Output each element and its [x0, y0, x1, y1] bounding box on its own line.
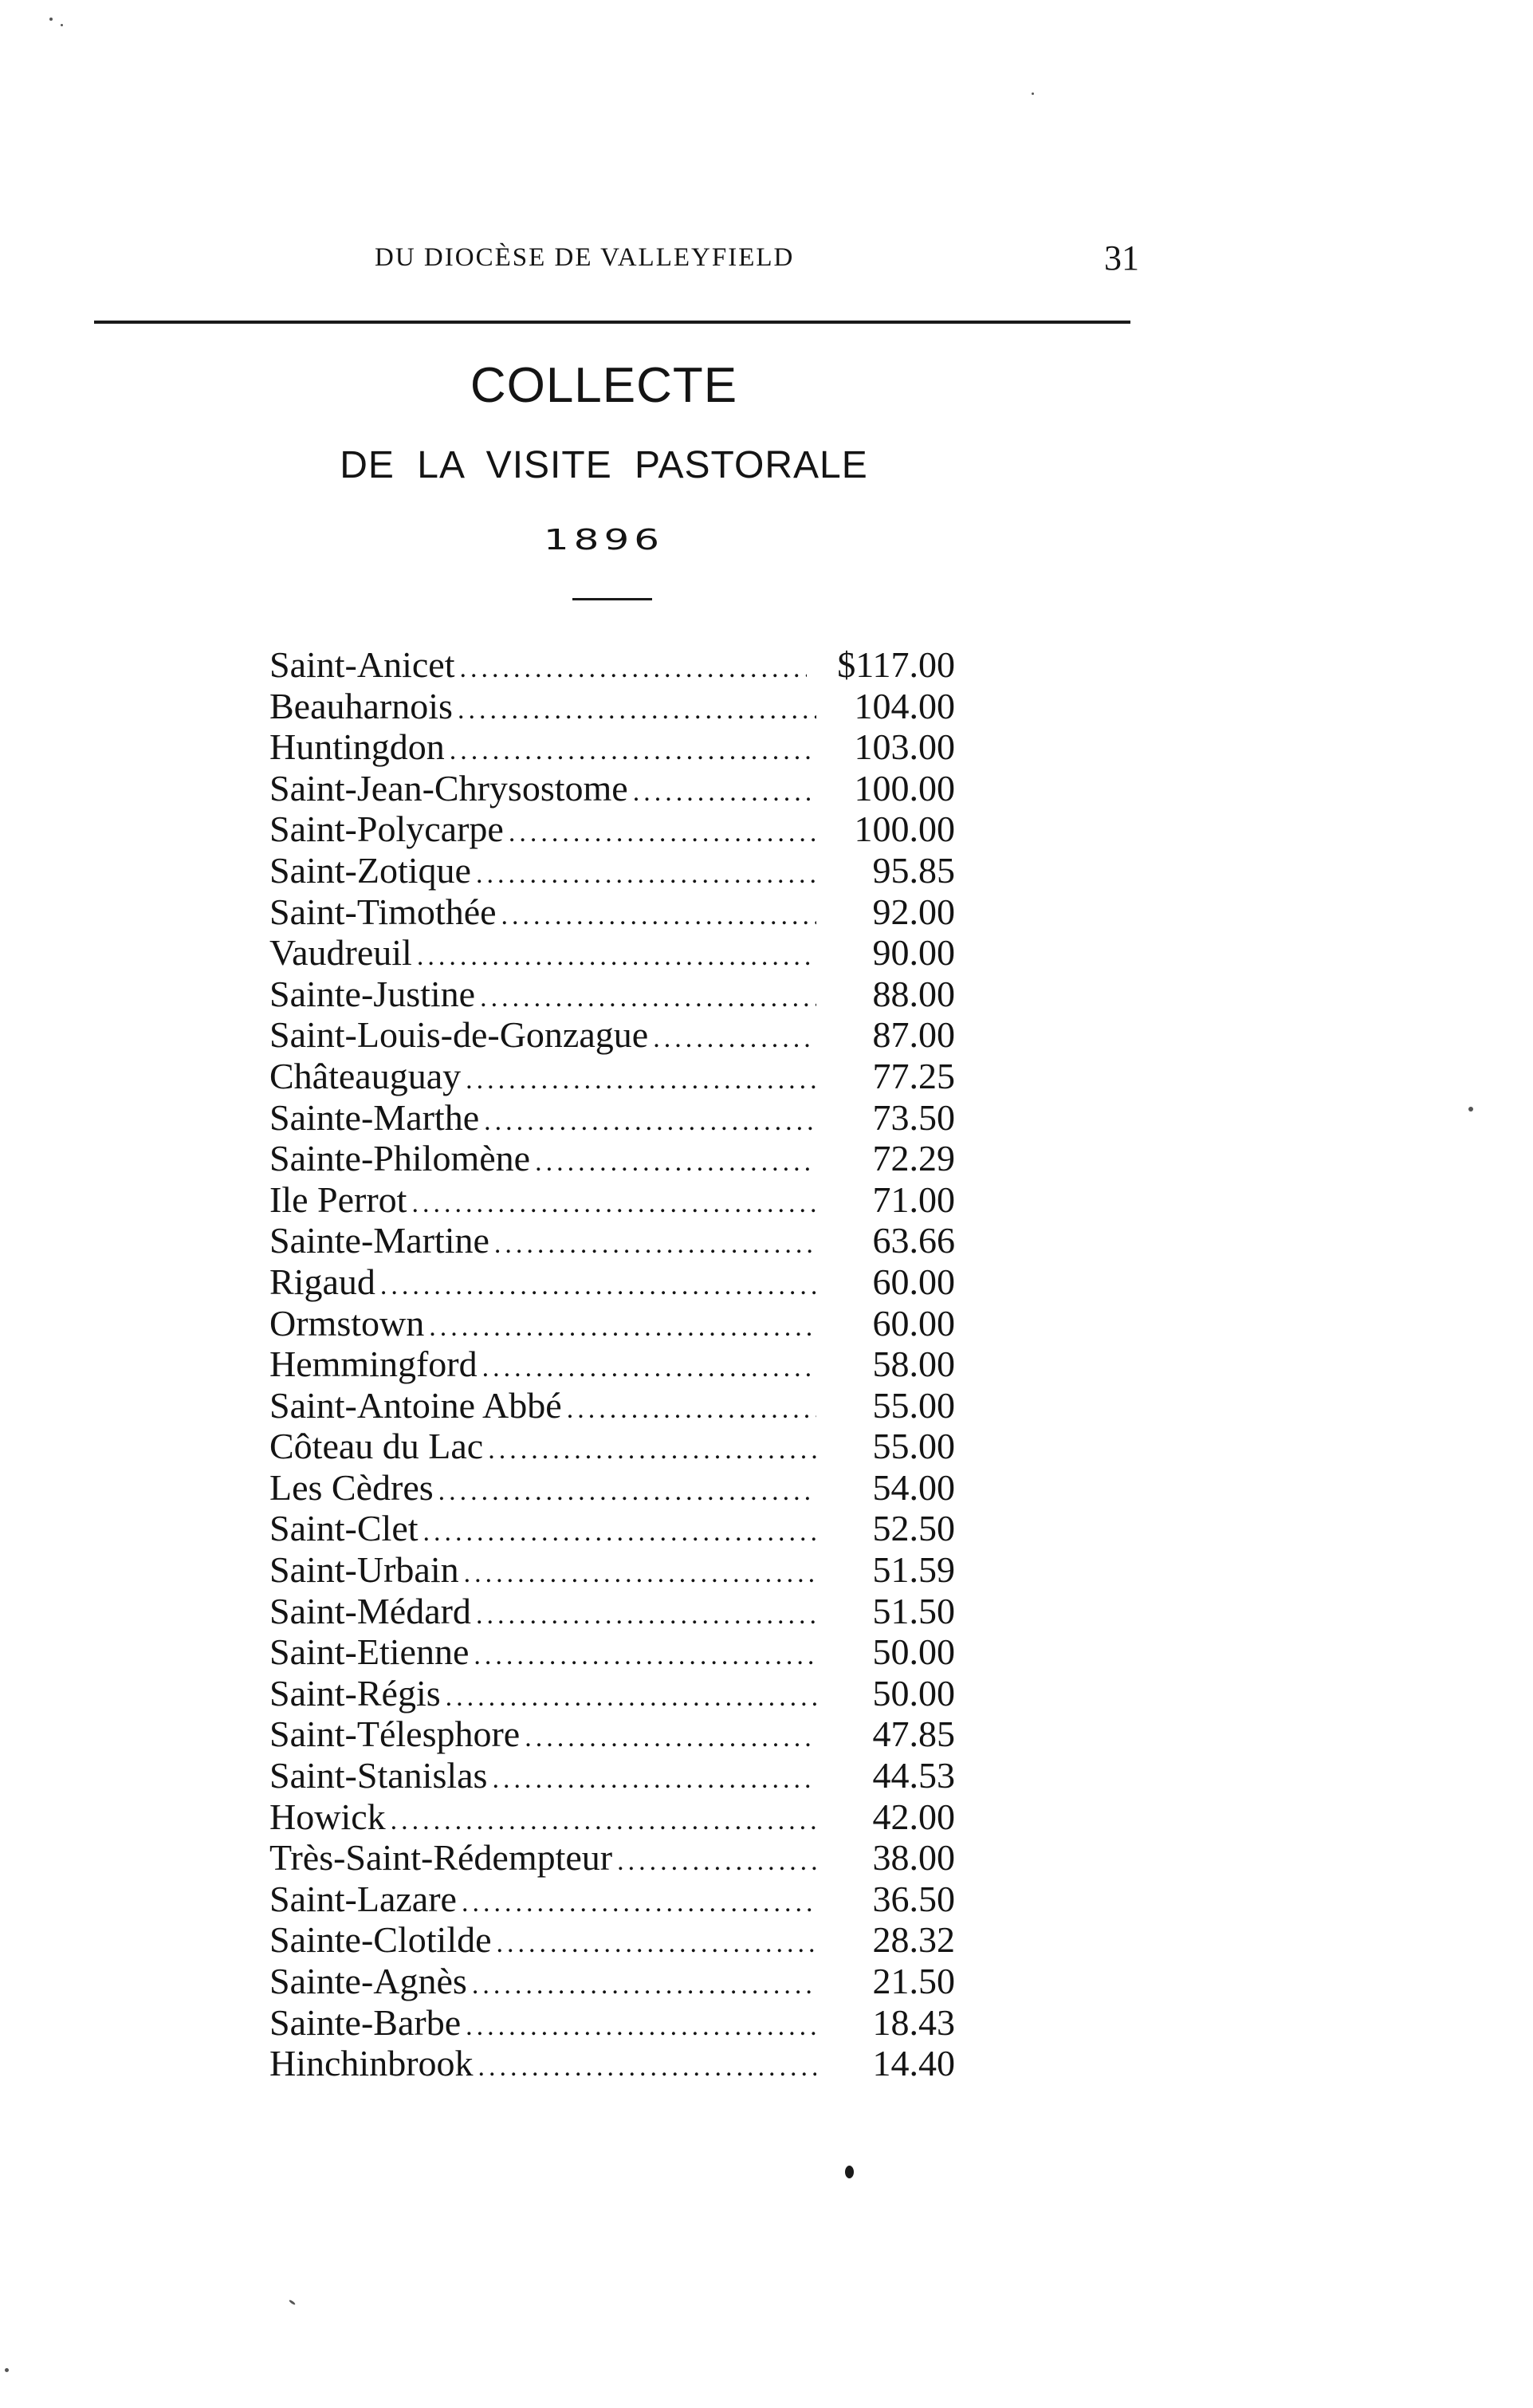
scan-speck	[1032, 92, 1034, 95]
dot-leader	[492, 1759, 816, 1800]
scan-speck	[61, 24, 63, 26]
list-item	[269, 809, 955, 850]
parish-name: Sainte-Marthe	[269, 1096, 480, 1138]
list-item	[269, 1879, 955, 1920]
parish-name: Howick	[269, 1796, 386, 1837]
collection-amount: 55.00	[872, 1384, 955, 1426]
list-item	[269, 1385, 955, 1426]
parish-name: Hinchinbrook	[269, 2043, 474, 2084]
parish-name: Saint-Polycarpe	[269, 809, 504, 850]
collection-amount: 44.53	[872, 1755, 955, 1796]
dot-leader	[497, 1923, 816, 1965]
list-item	[269, 1673, 955, 1714]
dot-leader	[438, 1471, 816, 1513]
parish-name: Sainte-Justine	[269, 973, 476, 1014]
dot-leader	[509, 813, 816, 854]
collection-amount: 73.50	[872, 1096, 955, 1138]
list-item	[269, 768, 955, 809]
collection-amount: 51.50	[872, 1590, 955, 1631]
list-item	[269, 726, 955, 768]
dot-leader	[476, 854, 816, 895]
parish-name: Très-Saint-Rédempteur	[269, 1837, 613, 1879]
list-item	[269, 1714, 955, 1755]
parish-name: Saint-Médard	[269, 1590, 471, 1631]
list-item	[269, 1344, 955, 1385]
dot-leader	[484, 1101, 816, 1143]
scan-speck	[1468, 1107, 1473, 1112]
dot-leader	[460, 648, 808, 690]
collection-amount: 42.00	[872, 1796, 955, 1837]
parish-name: Ile Perrot	[269, 1178, 407, 1220]
list-item	[269, 932, 955, 974]
parish-name: Saint-Etienne	[269, 1631, 470, 1673]
collection-amount: 92.00	[872, 891, 955, 932]
list-item	[269, 1961, 955, 2002]
list-item	[269, 974, 955, 1015]
collection-amount: 104.00	[854, 685, 955, 726]
dot-leader	[391, 1800, 816, 1842]
dot-leader	[380, 1265, 816, 1307]
list-item	[269, 1837, 955, 1879]
parish-name: Saint-Louis-de-Gonzague	[269, 1014, 649, 1056]
list-item	[269, 1261, 955, 1303]
collection-amount: 100.00	[854, 767, 955, 809]
dot-leader	[478, 2047, 816, 2088]
dot-leader	[446, 1677, 816, 1718]
parish-name: Saint-Antoine Abbé	[269, 1384, 562, 1426]
collection-amount: $117.00	[837, 644, 955, 685]
parish-name: Saint-Stanislas	[269, 1755, 488, 1796]
dot-leader	[476, 1595, 816, 1636]
parish-name: Ormstown	[269, 1302, 425, 1344]
list-item	[269, 2002, 955, 2044]
collection-amount: 88.00	[872, 973, 955, 1014]
dot-leader	[567, 1389, 816, 1430]
dot-leader	[411, 1183, 816, 1225]
running-head: DU DIOCÈSE DE VALLEYFIELD	[375, 243, 795, 272]
list-item	[269, 1549, 955, 1591]
dot-leader	[535, 1142, 816, 1183]
collection-amount: 100.00	[854, 809, 955, 850]
collection-amount: 103.00	[854, 726, 955, 768]
parish-name: Sainte-Clotilde	[269, 1919, 492, 1961]
parish-name: Les Cèdres	[269, 1466, 434, 1508]
collection-amount: 50.00	[872, 1631, 955, 1673]
page-title: COLLECTE	[470, 358, 738, 413]
dot-leader	[525, 1717, 816, 1759]
parish-name: Châteauguay	[269, 1055, 462, 1096]
collection-amount: 36.50	[872, 1878, 955, 1919]
collection-amount: 18.43	[872, 2001, 955, 2043]
page-number: 31	[1104, 238, 1139, 277]
parish-name: Saint-Jean-Chrysostome	[269, 767, 628, 809]
collection-amount: 90.00	[872, 932, 955, 974]
collection-amount: 60.00	[872, 1302, 955, 1344]
parish-name: Saint-Clet	[269, 1508, 419, 1549]
parish-name: Saint-Anicet	[269, 644, 455, 685]
dot-leader	[480, 978, 816, 1019]
collection-amount: 71.00	[872, 1178, 955, 1220]
list-item	[269, 1755, 955, 1796]
header-rule-fragment	[961, 321, 983, 323]
year-heading: 1896	[543, 523, 665, 557]
dot-leader	[464, 1553, 816, 1595]
collection-amount: 52.50	[872, 1508, 955, 1549]
collection-amount: 95.85	[872, 849, 955, 891]
header-rule-fragment	[990, 321, 1022, 323]
parish-name: Saint-Régis	[269, 1672, 441, 1714]
scan-speck	[289, 2300, 296, 2306]
title-rule	[572, 598, 652, 600]
dot-leader	[633, 772, 816, 813]
collection-amount: 50.00	[872, 1672, 955, 1714]
collection-amount: 54.00	[872, 1466, 955, 1508]
collection-amount: 47.85	[872, 1714, 955, 1755]
collection-amount: 51.59	[872, 1549, 955, 1591]
collection-list	[269, 644, 955, 2084]
dot-leader	[429, 1307, 816, 1348]
list-item	[269, 686, 955, 727]
parish-name: Sainte-Agnès	[269, 1961, 467, 2001]
header-rule-fragment	[1033, 321, 1130, 323]
dot-leader	[494, 1224, 816, 1265]
parish-name: Rigaud	[269, 1261, 375, 1302]
collection-amount: 87.00	[872, 1014, 955, 1056]
parish-name: Vaudreuil	[269, 932, 412, 974]
dot-leader	[450, 730, 816, 772]
parish-name: Sainte-Martine	[269, 1220, 489, 1261]
parish-name: Hemmingford	[269, 1344, 478, 1385]
dot-leader	[482, 1348, 816, 1389]
collection-amount: 21.50	[872, 1961, 955, 2001]
scan-speck	[5, 2368, 9, 2372]
list-item	[269, 1508, 955, 1549]
list-item	[269, 1426, 955, 1467]
list-item	[269, 644, 955, 686]
list-item	[269, 1919, 955, 1961]
dot-leader	[653, 1018, 816, 1060]
dot-leader	[501, 895, 816, 937]
collection-amount: 60.00	[872, 1261, 955, 1302]
list-item	[269, 1056, 955, 1097]
dot-leader	[462, 1883, 816, 1924]
collection-amount: 14.40	[872, 2043, 955, 2084]
dot-leader	[466, 1060, 816, 1101]
list-item	[269, 1796, 955, 1838]
parish-name: Saint-Timothée	[269, 891, 497, 932]
parish-name: Huntingdon	[269, 726, 445, 768]
dot-leader	[466, 2006, 816, 2048]
list-item	[269, 850, 955, 891]
list-item	[269, 1591, 955, 1632]
dot-leader	[423, 1512, 816, 1553]
parish-name: Saint-Télesphore	[269, 1714, 521, 1755]
printer-ornament	[845, 2166, 854, 2178]
list-item	[269, 1097, 955, 1139]
list-item	[269, 2043, 955, 2084]
dot-leader	[417, 936, 816, 978]
list-item	[269, 1179, 955, 1221]
list-item	[269, 1014, 955, 1056]
page-subtitle: DE LA VISITE PASTORALE	[340, 444, 868, 486]
list-item	[269, 1631, 955, 1673]
collection-amount: 38.00	[872, 1837, 955, 1879]
parish-name: Saint-Zotique	[269, 849, 471, 891]
parish-name: Saint-Urbain	[269, 1549, 459, 1591]
dot-leader	[458, 690, 816, 731]
list-item	[269, 891, 955, 933]
dot-leader	[488, 1430, 816, 1471]
list-item	[269, 1220, 955, 1261]
list-item	[269, 1303, 955, 1344]
list-item	[269, 1138, 955, 1179]
parish-name: Sainte-Barbe	[269, 2001, 462, 2043]
collection-amount: 63.66	[872, 1220, 955, 1261]
dot-leader	[472, 1965, 816, 2006]
collection-amount: 28.32	[872, 1919, 955, 1961]
parish-name: Sainte-Philomène	[269, 1138, 531, 1179]
collection-amount: 77.25	[872, 1055, 955, 1096]
dot-leader	[617, 1841, 816, 1883]
collection-amount: 72.29	[872, 1138, 955, 1179]
list-item	[269, 1467, 955, 1509]
parish-name: Saint-Lazare	[269, 1878, 457, 1919]
parish-name: Côteau du Lac	[269, 1426, 484, 1467]
dot-leader	[474, 1635, 816, 1677]
collection-amount: 58.00	[872, 1344, 955, 1385]
parish-name: Beauharnois	[269, 685, 453, 726]
scan-speck	[49, 18, 53, 21]
collection-amount: 55.00	[872, 1426, 955, 1467]
